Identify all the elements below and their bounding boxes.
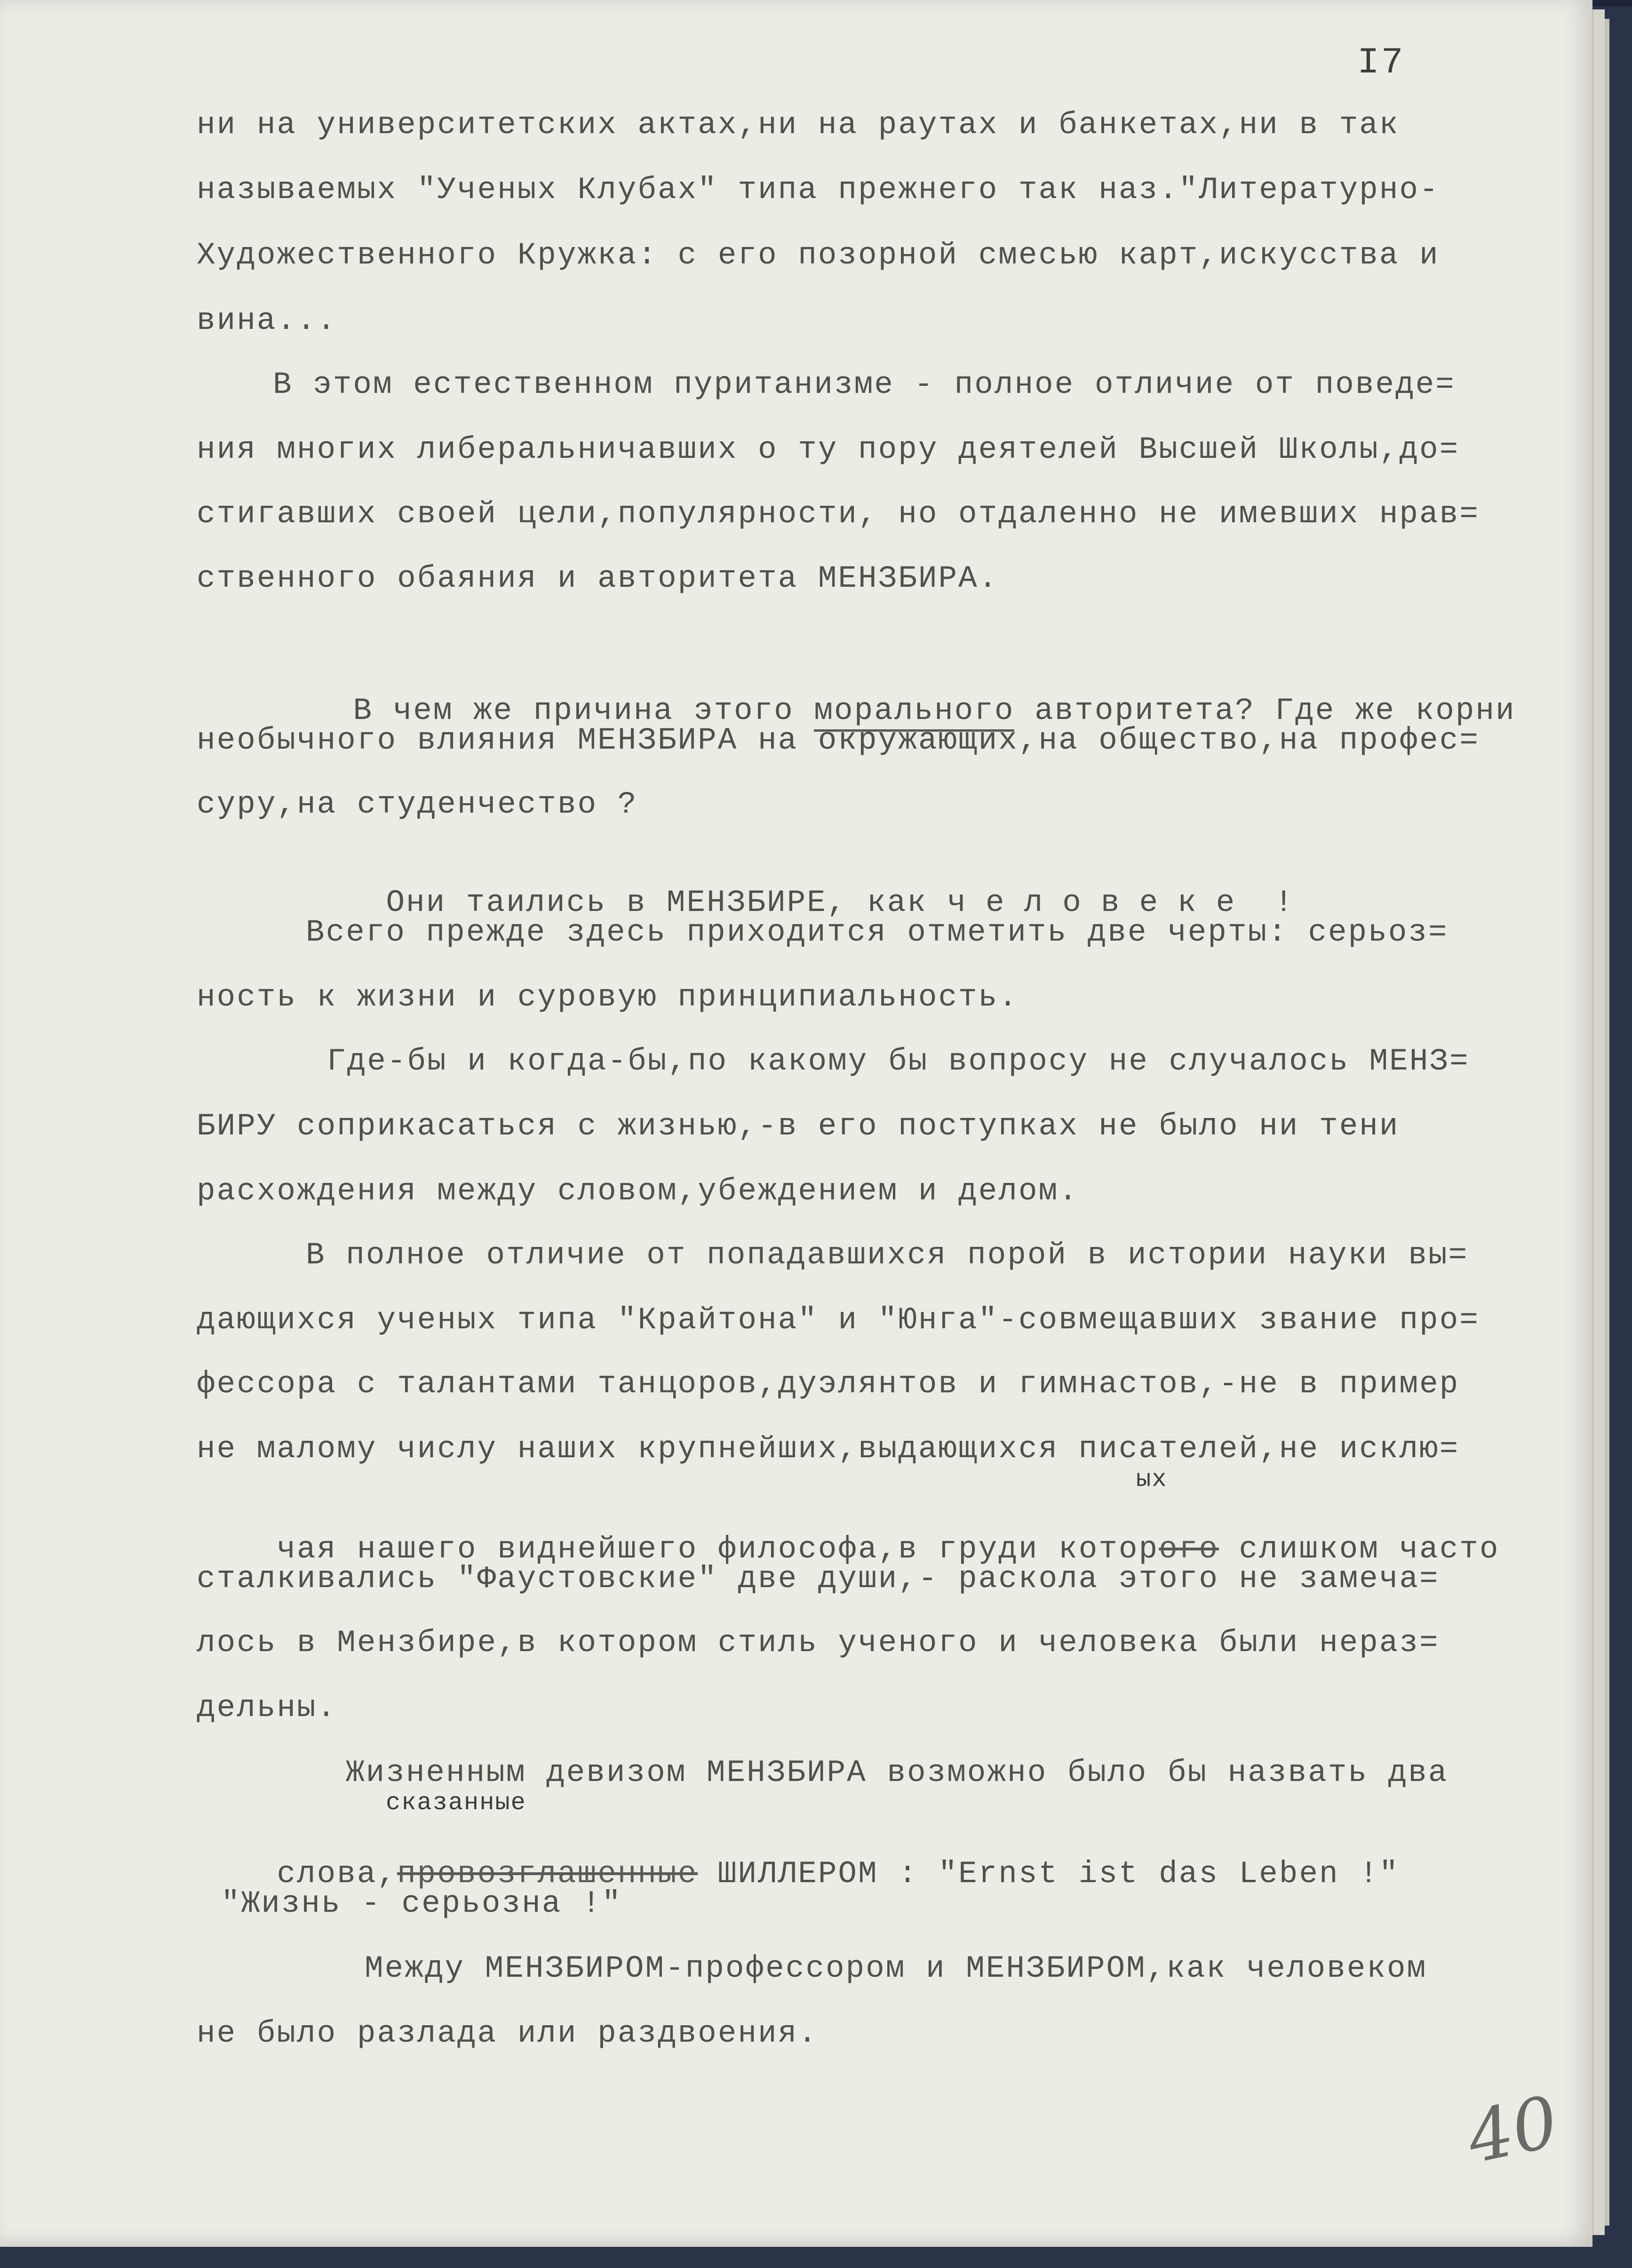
text-line: дающихся ученых типа "Крайтона" и "Юнга"-совмещавших звание про= [197, 1302, 1480, 1338]
page-number: I7 [1357, 42, 1405, 84]
text-line: В этом естественном пуританизме - полное отличие от поведе= [273, 367, 1456, 402]
struck-text: ого [1159, 1532, 1219, 1567]
text-fragment: ШИЛЛЕРОМ : "Ernst ist das Leben !" [698, 1856, 1400, 1892]
text-line: Художественного Кружка: с его позорной смесью карт,искусства и [197, 238, 1440, 273]
text-fragment: В чем же причина этого [353, 693, 814, 728]
text-line: ния многих либеральничавших о ту пору деятелей Высшей Школы,до= [197, 432, 1460, 467]
text-fragment: ! [1254, 885, 1295, 920]
spaced-word: человеке [947, 885, 1255, 920]
text-line: сталкивались "Фаустовские" две души,- раскола этого не замеча= [197, 1561, 1440, 1597]
text-line: ни на университетских актах,ни на раутах и банкетах,ни в так [197, 107, 1400, 143]
archive-page-number: 40 [1460, 2081, 1565, 2180]
text-line: Всего прежде здесь приходится отметить две черты: серьоз= [306, 915, 1449, 950]
text-line: В полное отличие от попадавшихся порой в истории науки вы= [306, 1238, 1469, 1273]
text-line: называемых "Ученых Клубах" типа прежнего так наз."Литературно- [197, 172, 1440, 208]
text-line: Где-бы и когда-бы,по какому бы вопросу не случалось МЕНЗ= [327, 1044, 1470, 1079]
text-line: необычного влияния МЕНЗБИРА на окружающих,на общество,на профес= [197, 723, 1480, 758]
text-line: ность к жизни и суровую принципиальность. [197, 980, 1019, 1015]
text-fragment: слова, [277, 1856, 398, 1892]
text-fragment: чая нашего виднейшего философа,в груди котор [277, 1532, 1159, 1567]
text-line: Между МЕНЗБИРОМ-профессором и МЕНЗБИРОМ,как человеком [365, 1951, 1427, 1986]
text-fragment: Они таились в МЕНЗБИРЕ, как [386, 885, 947, 920]
typed-insertion: сказанные [386, 1789, 526, 1817]
handwritten-insertion: ых [1136, 1466, 1168, 1493]
text-line: суру,на студенчество ? [197, 787, 638, 822]
text-line: не было разлада или раздвоения. [197, 2016, 818, 2051]
text-line: не малому числу наших крупнейших,выдающихся писателей,не исклю= [197, 1431, 1460, 1467]
text-line: ственного обаяния и авторитета МЕНЗБИРА. [197, 561, 999, 596]
text-line: "Жизнь - серьозна !" [221, 1886, 622, 1921]
text-line: расхождения между словом,убеждением и делом. [197, 1174, 1079, 1209]
text-fragment: авторитета? Где же корни [1014, 693, 1516, 728]
text-line: фессора с талантами танцоров,дуэлянтов и гимнастов,-не в пример [197, 1366, 1460, 1402]
page-stack-edge [1592, 9, 1605, 2235]
text-line: дельны. [197, 1690, 337, 1725]
text-line: стигавших своей цели,популярности, но отдаленно не имевших нрав= [197, 496, 1480, 532]
struck-text: провозглашенные [397, 1856, 698, 1892]
underlined-word: морального [814, 693, 1014, 732]
text-line: БИРУ соприкасаться с жизнью,-в его поступках не было ни тени [197, 1109, 1400, 1144]
text-line: лось в Мензбире,в котором стиль ученого и человека были нераз= [197, 1625, 1440, 1661]
text-fragment: слишком часто [1218, 1532, 1500, 1567]
text-line: Жизненным девизом МЕНЗБИРА возможно было бы назвать два [346, 1755, 1449, 1790]
text-line: вина... [197, 303, 337, 338]
